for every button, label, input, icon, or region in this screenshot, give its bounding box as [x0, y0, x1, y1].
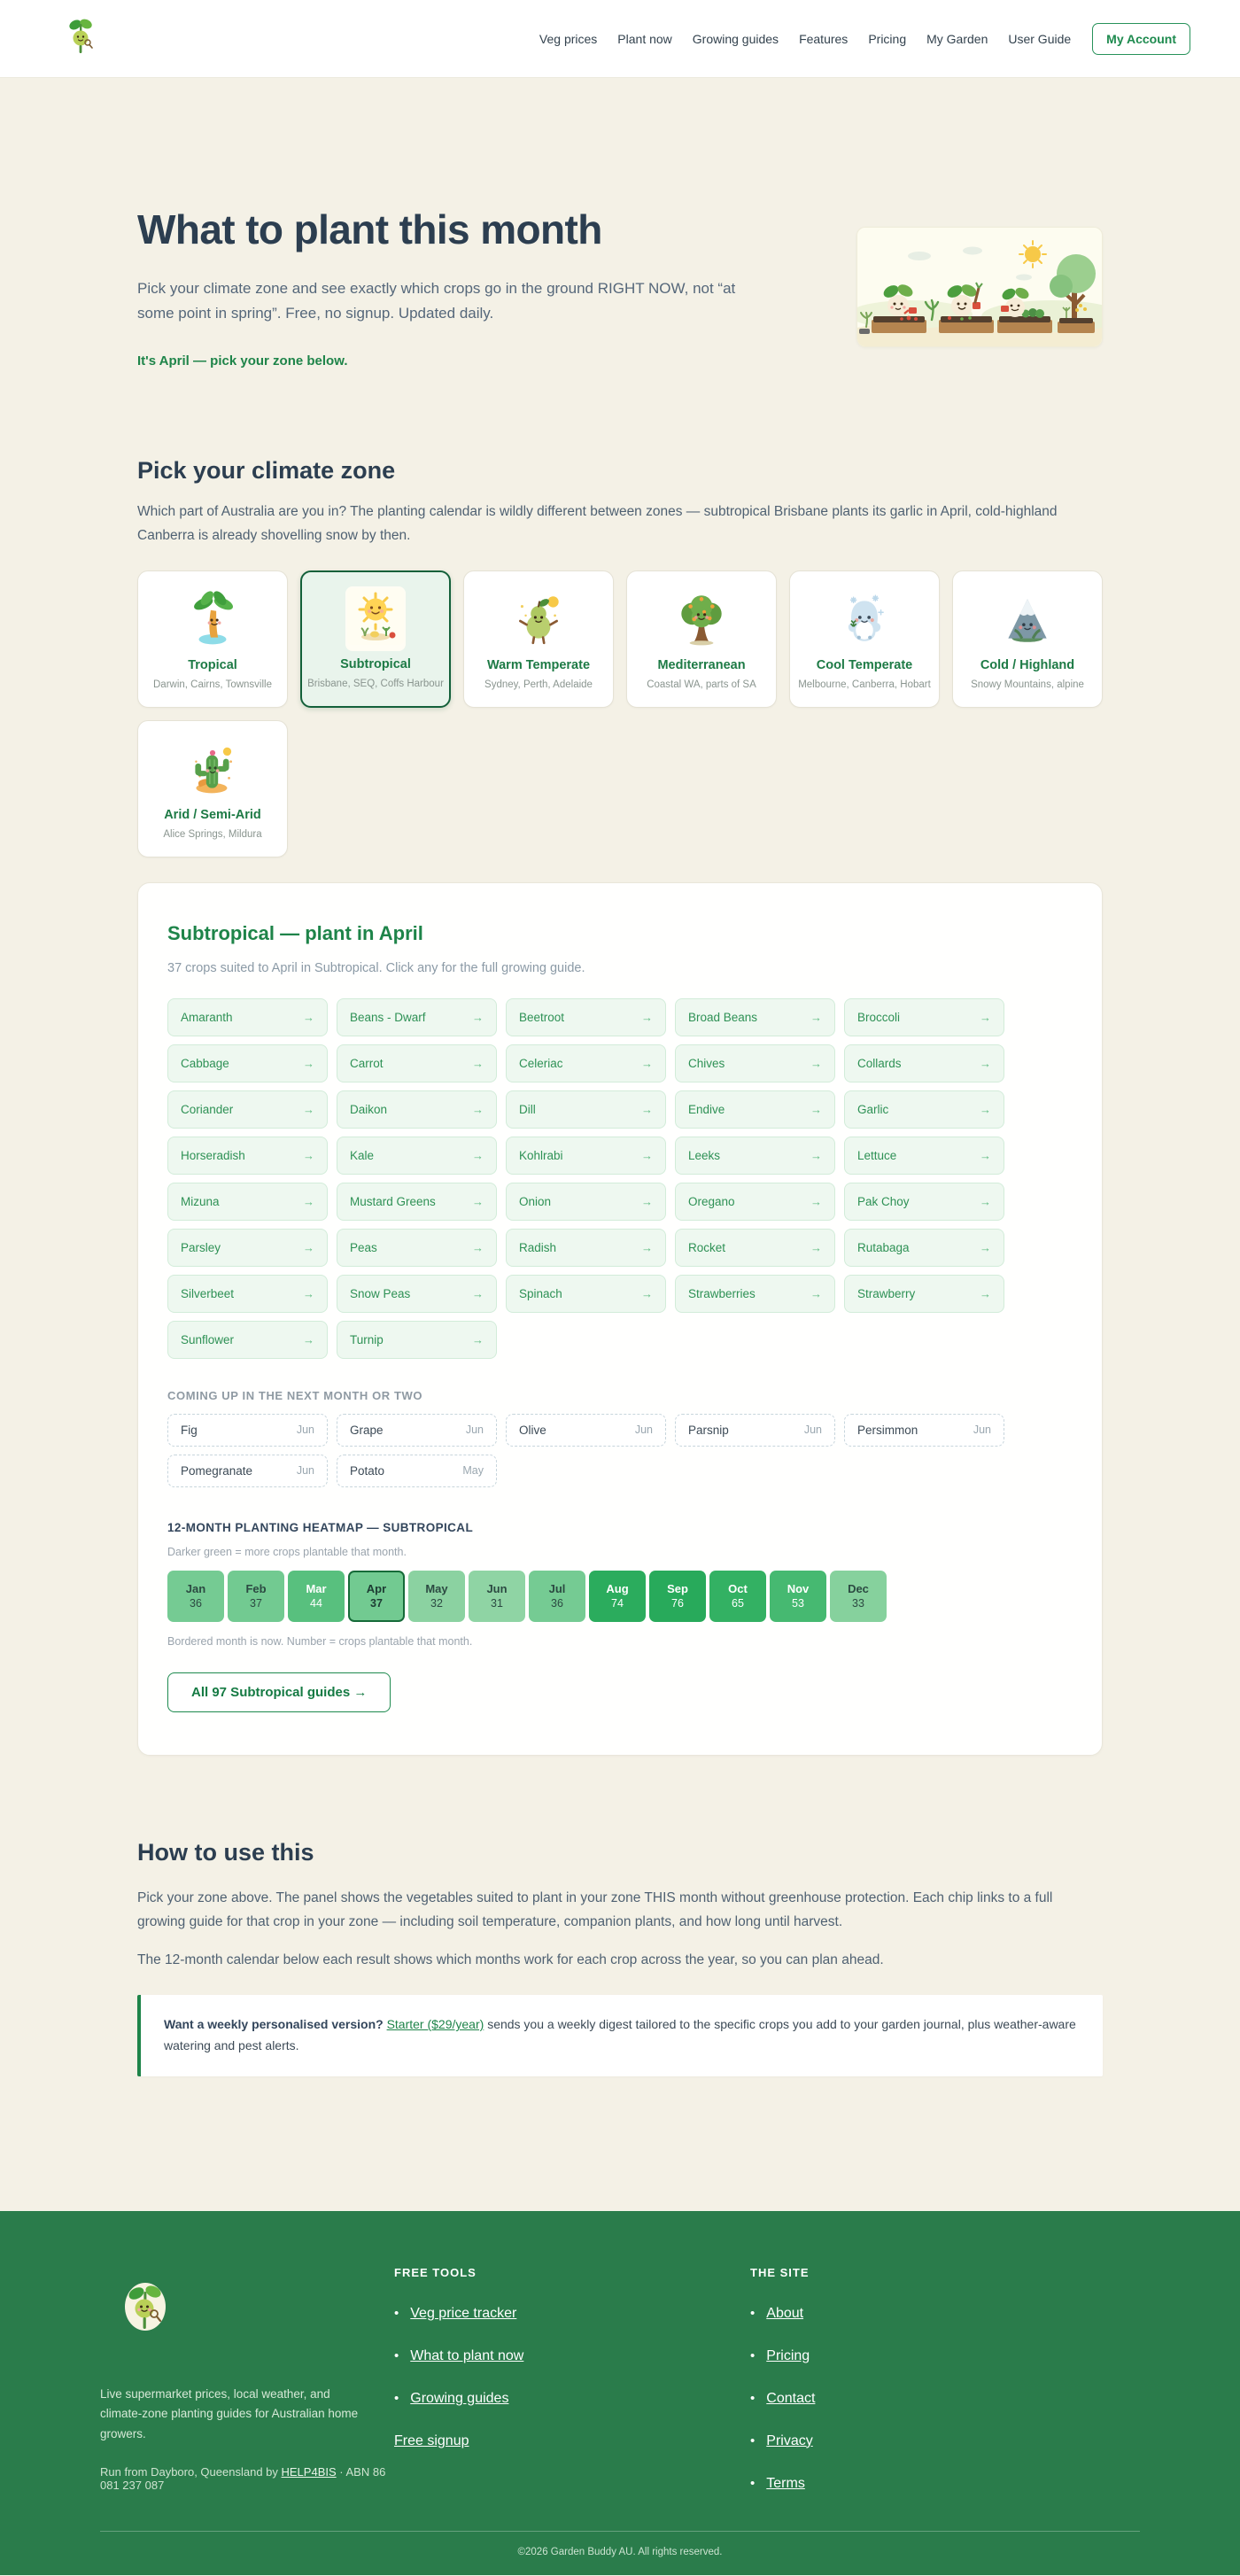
zone-card-title: Cool Temperate	[816, 658, 913, 673]
crop-chip-beetroot[interactable]	[506, 998, 666, 1036]
crop-chip-amaranth[interactable]	[167, 998, 328, 1036]
arrow-right-icon: →	[810, 1194, 822, 1208]
crop-chip-snow-peas[interactable]	[337, 1275, 497, 1313]
bullet-icon: •	[750, 2306, 756, 2322]
garden-illustration	[856, 227, 1103, 347]
arrow-right-icon: →	[641, 1194, 653, 1208]
coming-crop-month: Jun	[465, 1424, 484, 1437]
crop-chip-rutabaga[interactable]	[844, 1229, 1004, 1267]
nav-my-garden[interactable]: My Garden	[926, 31, 988, 46]
zone-card-subtitle: Sydney, Perth, Adelaide	[484, 679, 593, 691]
arrow-right-icon: →	[980, 1010, 991, 1024]
arrow-right-icon: →	[980, 1240, 991, 1254]
coming-crop-month: May	[462, 1464, 484, 1478]
crop-chip-label: Silverbeet	[181, 1286, 235, 1300]
zone-card-subtropical[interactable]	[300, 570, 451, 708]
coming-crop-name: Persimmon	[857, 1423, 918, 1437]
coming-crop-month: Jun	[296, 1464, 314, 1478]
heatmap-legend: Darker green = more crops plantable that month.	[167, 1545, 407, 1558]
nav-veg-prices[interactable]: Veg prices	[539, 31, 598, 46]
arrow-right-icon: →	[641, 1010, 653, 1024]
crop-chip-strawberries[interactable]	[675, 1275, 835, 1313]
crop-chip-beans-dwarf[interactable]	[337, 998, 497, 1036]
arrow-right-icon: →	[980, 1148, 991, 1162]
arrow-right-icon: →	[472, 1286, 484, 1300]
heatmap-month-value: 74	[611, 1597, 624, 1610]
arrow-right-icon: →	[980, 1286, 991, 1300]
crop-chip-label: Strawberry	[857, 1286, 916, 1300]
footer-run-line: Run from Dayboro, Queensland by HELP4BIS · ABN 86 081 237 087	[100, 2464, 386, 2492]
heatmap-month-value: 53	[792, 1597, 804, 1610]
bullet-icon: •	[750, 2348, 756, 2364]
heatmap-cell-jan	[167, 1571, 224, 1622]
crop-chip-mustard-greens[interactable]	[337, 1183, 497, 1221]
footer-logo-icon	[121, 2280, 169, 2333]
crop-chip-label: Horseradish	[181, 1148, 245, 1162]
crop-chip-label: Beetroot	[519, 1010, 565, 1024]
arrow-right-icon: →	[810, 1286, 822, 1300]
arrow-right-icon: →	[810, 1240, 822, 1254]
footer-link-pricing[interactable]: Pricing	[766, 2347, 810, 2363]
sprout-mascot-icon	[64, 44, 97, 59]
arrow-right-icon: →	[810, 1056, 822, 1070]
zone-card-title: Arid / Semi-Arid	[164, 808, 261, 823]
crop-chip-endive[interactable]	[675, 1090, 835, 1129]
footer-free-tools-column	[394, 2266, 750, 2518]
arrow-right-icon: →	[980, 1056, 991, 1070]
page-title: What to plant this month	[137, 206, 602, 252]
zone-card-tropical[interactable]	[137, 570, 288, 708]
free-tools-heading: FREE TOOLS	[394, 2265, 477, 2279]
footer-link-what-to-plant-now[interactable]: What to plant now	[410, 2347, 524, 2363]
arrow-right-icon: →	[980, 1194, 991, 1208]
heatmap-cell-jun	[469, 1571, 525, 1622]
coming-crop-name: Grape	[350, 1423, 384, 1437]
starter-plan-link[interactable]: Starter ($29/year)	[386, 2017, 484, 2032]
crop-chip-onion[interactable]	[506, 1183, 666, 1221]
crop-chip-label: Dill	[519, 1102, 536, 1116]
crop-chip-pak-choy[interactable]	[844, 1183, 1004, 1221]
heatmap-cell-nov	[770, 1571, 826, 1622]
heatmap-month-label: Oct	[728, 1582, 748, 1596]
crop-chip-label: Broad Beans	[688, 1010, 758, 1024]
cactus-icon	[145, 737, 280, 801]
all-guides-button[interactable]: All 97 Subtropical guides →	[167, 1672, 391, 1712]
coming-crop-name: Pomegranate	[181, 1463, 253, 1478]
callout-rest: sends you a weekly digest tailored to the specific crops you add to your garden journal, plus weather-aware watering and pest alerts.	[164, 2017, 1076, 2052]
footer-list-item	[750, 2476, 1140, 2492]
arrow-right-icon: →	[472, 1148, 484, 1162]
coming-chip-potato[interactable]	[337, 1455, 497, 1487]
footer-list-item	[750, 2306, 1140, 2322]
help4bis-link[interactable]: HELP4BIS	[281, 2464, 337, 2479]
crop-chip-label: Radish	[519, 1240, 557, 1254]
heatmap-month-value: 36	[190, 1597, 202, 1610]
how-to-paragraph-1: Pick your zone above. The panel shows the vegetables suited to plant in your zone THIS month without greenhouse protection. Each chip links to a full growing guide for that crop in your zone — including soil temperature, companion plants, and how long until harvest.	[137, 1889, 1053, 1929]
zone-card-cold-highland[interactable]	[952, 570, 1103, 708]
footer-list-item	[394, 2306, 750, 2322]
heatmap-month-value: 33	[852, 1597, 864, 1610]
coming-crop-name: Parsnip	[688, 1423, 729, 1437]
the-site-list	[750, 2306, 1140, 2492]
crop-chip-label: Snow Peas	[350, 1286, 411, 1300]
crop-chip-label: Peas	[350, 1240, 377, 1254]
crop-chip-cabbage[interactable]	[167, 1044, 328, 1082]
arrow-right-icon: →	[303, 1332, 314, 1346]
site-header	[0, 0, 1240, 78]
heatmap-heading: 12-MONTH PLANTING HEATMAP — SUBTROPICAL	[167, 1520, 474, 1534]
crop-chip-label: Oregano	[688, 1194, 735, 1208]
crop-chip-mizuna[interactable]	[167, 1183, 328, 1221]
zone-card-subtitle: Brisbane, SEQ, Coffs Harbour	[307, 679, 444, 690]
arrow-right-icon: →	[472, 1102, 484, 1116]
crop-chip-chives[interactable]	[675, 1044, 835, 1082]
arrow-right-icon: →	[303, 1010, 314, 1024]
heatmap-caption: Bordered month is now. Number = crops plantable that month.	[167, 1634, 473, 1648]
zone-card-title: Warm Temperate	[486, 658, 591, 673]
crop-chip-label: Collards	[857, 1056, 902, 1070]
coming-up-grid	[167, 1414, 1073, 1487]
hero-section	[137, 78, 1103, 369]
heatmap-cell-dec	[830, 1571, 887, 1622]
hero-subtitle: Pick your climate zone and see exactly which crops go in the ground RIGHT NOW, not “at some point in spring”. Free, no signup. Updated daily.	[137, 280, 736, 322]
crop-chip-label: Sunflower	[181, 1332, 235, 1346]
arrow-right-icon: →	[303, 1148, 314, 1162]
zone-card-subtitle: Coastal WA, parts of SA	[647, 679, 756, 691]
heatmap-month-label: Aug	[606, 1582, 629, 1596]
footer-brand-column	[100, 2266, 394, 2518]
heatmap-month-value: 36	[551, 1597, 563, 1610]
crop-chip-label: Kohlrabi	[519, 1148, 563, 1162]
main-nav	[539, 32, 1071, 46]
bullet-icon: •	[394, 2306, 399, 2322]
crop-chip-rocket[interactable]	[675, 1229, 835, 1267]
arrow-right-icon: →	[980, 1102, 991, 1116]
heatmap-cell-may	[408, 1571, 465, 1622]
footer-list-item	[394, 2348, 750, 2364]
heatmap-month-label: Feb	[245, 1582, 267, 1596]
footer-list-item	[750, 2391, 1140, 2407]
coming-crop-month: Jun	[634, 1424, 653, 1437]
crop-chip-parsley[interactable]	[167, 1229, 328, 1267]
crop-chip-lettuce[interactable]	[844, 1137, 1004, 1175]
crop-chip-label: Beans - Dwarf	[350, 1010, 426, 1024]
crop-chip-silverbeet[interactable]	[167, 1275, 328, 1313]
crop-chip-kale[interactable]	[337, 1137, 497, 1175]
arrow-right-icon: →	[303, 1102, 314, 1116]
coming-chip-parsnip[interactable]	[675, 1414, 835, 1447]
heatmap-cell-sep	[649, 1571, 706, 1622]
bullet-icon: •	[750, 2433, 756, 2449]
heatmap-cell-oct	[709, 1571, 766, 1622]
climate-zone-section	[137, 457, 1103, 857]
crop-chip-garlic[interactable]	[844, 1090, 1004, 1129]
coming-chip-fig[interactable]	[167, 1414, 328, 1447]
coming-crop-name: Fig	[181, 1423, 198, 1437]
crop-chip-oregano[interactable]	[675, 1183, 835, 1221]
crop-chip-label: Mizuna	[181, 1194, 220, 1208]
heatmap-month-value: 31	[491, 1597, 503, 1610]
crop-chip-daikon[interactable]	[337, 1090, 497, 1129]
crop-chip-label: Pak Choy	[857, 1194, 910, 1208]
how-to-section	[137, 1839, 1103, 2076]
zones-description: Which part of Australia are you in? The planting calendar is wildly different between zones — subtropical Brisbane plants its garlic in April, cold-highland Canberra is already shovelling snow by then.	[137, 504, 1058, 543]
arrow-right-icon: →	[472, 1056, 484, 1070]
sun-icon	[307, 586, 444, 650]
crop-chip-label: Garlic	[857, 1102, 889, 1116]
arrow-right-icon: →	[303, 1286, 314, 1300]
arrow-right-icon: →	[641, 1148, 653, 1162]
callout-lead: Want a weekly personalised version?	[164, 2017, 384, 2032]
crop-chip-label: Broccoli	[857, 1010, 901, 1024]
footer-list-item	[394, 2433, 750, 2449]
footer-link-about[interactable]: About	[766, 2305, 804, 2321]
crop-chip-label: Rutabaga	[857, 1240, 910, 1254]
crop-chip-label: Amaranth	[181, 1010, 233, 1024]
footer-link-terms[interactable]: Terms	[766, 2475, 805, 2491]
nav-plant-now[interactable]: Plant now	[617, 31, 672, 46]
nav-growing-guides[interactable]: Growing guides	[692, 31, 779, 46]
heatmap-month-label: Jan	[185, 1582, 206, 1596]
zone-card-title: Cold / Highland	[980, 658, 1075, 673]
crop-chip-grid	[167, 998, 1073, 1359]
heatmap-month-value: 32	[430, 1597, 443, 1610]
zone-card-subtitle: Melbourne, Canberra, Hobart	[798, 679, 931, 691]
crop-chip-label: Coriander	[181, 1102, 234, 1116]
arrow-right-icon: →	[641, 1286, 653, 1300]
coming-up-heading: COMING UP IN THE NEXT MONTH OR TWO	[167, 1388, 423, 1402]
zone-card-warm-temperate[interactable]	[463, 570, 614, 708]
arrow-right-icon: →	[641, 1240, 653, 1254]
zone-card-arid[interactable]	[137, 720, 288, 857]
crop-chip-kohlrabi[interactable]	[506, 1137, 666, 1175]
footer-list-item	[394, 2391, 750, 2407]
coming-chip-persimmon[interactable]	[844, 1414, 1004, 1447]
crop-chip-label: Lettuce	[857, 1148, 897, 1162]
footer-site-column	[750, 2266, 1140, 2518]
crop-chip-label: Chives	[688, 1056, 725, 1070]
nav-features[interactable]: Features	[799, 31, 849, 46]
crop-chip-radish[interactable]	[506, 1229, 666, 1267]
footer-link-veg-price-tracker[interactable]: Veg price tracker	[410, 2305, 517, 2321]
crop-chip-broad-beans[interactable]	[675, 998, 835, 1036]
zone-card-grid	[137, 570, 1103, 857]
heatmap-month-label: May	[425, 1582, 448, 1596]
footer-divider	[100, 2531, 1140, 2532]
arrow-right-icon: →	[472, 1240, 484, 1254]
bullet-icon: •	[394, 2391, 399, 2407]
site-logo[interactable]	[64, 17, 97, 60]
heatmap-month-label: Mar	[306, 1582, 327, 1596]
zones-heading: Pick your climate zone	[137, 457, 396, 485]
zone-card-title: Subtropical	[340, 657, 411, 672]
pear-icon	[471, 587, 606, 651]
crop-chip-label: Daikon	[350, 1102, 388, 1116]
heatmap-month-label: Apr	[366, 1582, 387, 1596]
coming-crop-name: Potato	[350, 1463, 385, 1478]
coming-crop-month: Jun	[296, 1424, 314, 1437]
crop-chip-label: Kale	[350, 1148, 375, 1162]
zone-card-title: Tropical	[188, 658, 237, 673]
coming-chip-olive[interactable]	[506, 1414, 666, 1447]
footer-link-free-signup[interactable]: Free signup	[394, 2432, 469, 2448]
snow-blob-icon	[797, 587, 932, 651]
zone-card-subtitle: Alice Springs, Mildura	[163, 829, 262, 841]
my-account-button[interactable]: My Account	[1092, 23, 1190, 55]
free-tools-list	[394, 2306, 750, 2449]
coming-crop-month: Jun	[803, 1424, 822, 1437]
crop-chip-coriander[interactable]	[167, 1090, 328, 1129]
crop-chip-label: Rocket	[688, 1240, 726, 1254]
crop-chip-label: Cabbage	[181, 1056, 229, 1070]
arrow-right-icon: →	[641, 1102, 653, 1116]
heatmap-month-label: Jun	[486, 1582, 508, 1596]
crop-chip-label: Carrot	[350, 1056, 384, 1070]
crop-chip-leeks[interactable]	[675, 1137, 835, 1175]
crop-chip-label: Strawberries	[688, 1286, 756, 1300]
arrow-right-icon: →	[472, 1194, 484, 1208]
heatmap-row	[167, 1571, 1073, 1622]
how-to-heading: How to use this	[137, 1838, 314, 1866]
nav-pricing[interactable]: Pricing	[868, 31, 907, 46]
footer-list-item	[750, 2433, 1140, 2449]
crop-chip-label: Spinach	[519, 1286, 562, 1300]
heatmap-month-label: Jul	[548, 1582, 566, 1596]
arrow-right-icon: →	[810, 1148, 822, 1162]
heatmap-month-value: 37	[370, 1597, 383, 1610]
heatmap-cell-aug	[589, 1571, 646, 1622]
arrow-right-icon: →	[303, 1240, 314, 1254]
nav-user-guide[interactable]: User Guide	[1008, 31, 1072, 46]
crop-chip-label: Turnip	[350, 1332, 384, 1346]
crop-chip-label: Leeks	[688, 1148, 721, 1162]
arrow-right-icon: →	[641, 1056, 653, 1070]
crop-chip-horseradish[interactable]	[167, 1137, 328, 1175]
arrow-right-icon: →	[303, 1194, 314, 1208]
crop-chip-peas[interactable]	[337, 1229, 497, 1267]
hero-month-note: It's April — pick your zone below.	[137, 353, 348, 369]
zone-card-cool-temperate[interactable]	[789, 570, 940, 708]
zone-card-title: Mediterranean	[657, 658, 746, 673]
bullet-icon: •	[750, 2391, 756, 2407]
heatmap-cell-mar	[288, 1571, 345, 1622]
crop-chip-collards[interactable]	[844, 1044, 1004, 1082]
crop-chip-celeriac[interactable]	[506, 1044, 666, 1082]
crop-chip-label: Onion	[519, 1194, 552, 1208]
crop-chip-broccoli[interactable]	[844, 998, 1004, 1036]
zone-card-subtitle: Darwin, Cairns, Townsville	[153, 679, 272, 691]
arrow-right-icon: →	[303, 1056, 314, 1070]
coming-crop-month: Jun	[973, 1424, 991, 1437]
orange-tree-icon	[634, 587, 769, 651]
bullet-icon: •	[394, 2348, 399, 2364]
coming-crop-name: Olive	[519, 1423, 546, 1437]
heatmap-month-label: Nov	[787, 1582, 810, 1596]
panel-subtitle: 37 crops suited to April in Subtropical. Click any for the full growing guide.	[167, 960, 585, 975]
crop-chip-strawberry[interactable]	[844, 1275, 1004, 1313]
bullet-icon: •	[750, 2476, 756, 2492]
copyright: ©2026 Garden Buddy AU. All rights reserved.	[517, 2546, 723, 2557]
site-footer	[0, 2211, 1240, 2575]
arrow-right-icon: →	[472, 1010, 484, 1024]
crop-chip-label: Celeriac	[519, 1056, 563, 1070]
arrow-right-icon: →	[472, 1332, 484, 1346]
heatmap-cell-jul	[529, 1571, 585, 1622]
arrow-right-icon: →	[810, 1010, 822, 1024]
crop-chip-dill[interactable]	[506, 1090, 666, 1129]
palm-tree-icon	[145, 587, 280, 651]
how-to-paragraph-2: The 12-month calendar below each result shows which months work for each crop across the year, so you can plan ahead.	[137, 1951, 884, 1967]
crop-chip-spinach[interactable]	[506, 1275, 666, 1313]
heatmap-month-value: 65	[732, 1597, 744, 1610]
crop-chip-carrot[interactable]	[337, 1044, 497, 1082]
crop-chip-sunflower[interactable]	[167, 1321, 328, 1359]
heatmap-cell-feb	[228, 1571, 284, 1622]
results-panel	[137, 882, 1103, 1756]
mountain-icon	[960, 587, 1095, 651]
heatmap-month-value: 76	[671, 1597, 684, 1610]
heatmap-month-label: Dec	[848, 1582, 869, 1596]
the-site-heading: THE SITE	[750, 2265, 810, 2279]
crop-chip-turnip[interactable]	[337, 1321, 497, 1359]
zone-card-subtitle: Snowy Mountains, alpine	[971, 679, 1084, 691]
upgrade-callout	[137, 1995, 1103, 2076]
footer-list-item	[750, 2348, 1140, 2364]
footer-link-privacy[interactable]: Privacy	[766, 2432, 813, 2448]
coming-chip-pomegranate[interactable]	[167, 1455, 328, 1487]
heatmap-month-value: 37	[250, 1597, 262, 1610]
arrow-right-icon: →	[810, 1102, 822, 1116]
coming-chip-grape[interactable]	[337, 1414, 497, 1447]
footer-link-growing-guides[interactable]: Growing guides	[410, 2390, 509, 2406]
zone-card-mediterranean[interactable]	[626, 570, 777, 708]
heatmap-cell-apr	[348, 1571, 405, 1622]
heatmap-month-label: Sep	[667, 1582, 688, 1596]
crop-chip-label: Endive	[688, 1102, 725, 1116]
footer-link-contact[interactable]: Contact	[766, 2390, 816, 2406]
heatmap-month-value: 44	[310, 1597, 322, 1610]
footer-description: Live supermarket prices, local weather, and climate-zone planting guides for Australian home growers.	[100, 2386, 359, 2440]
panel-title: Subtropical — plant in April	[167, 921, 423, 944]
crop-chip-label: Parsley	[181, 1240, 221, 1254]
crop-chip-label: Mustard Greens	[350, 1194, 436, 1208]
